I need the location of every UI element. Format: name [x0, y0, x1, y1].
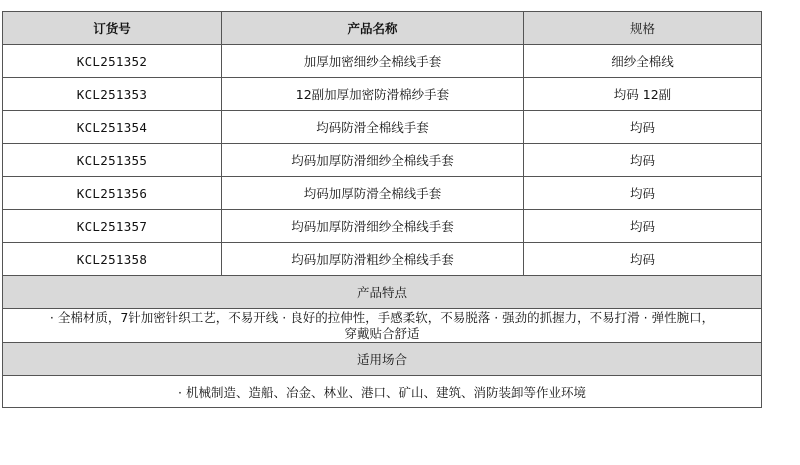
- table-row: [3, 144, 762, 177]
- table-row: [3, 210, 762, 243]
- usage-text: · 机械制造、造船、冶金、林业、港口、矿山、建筑、消防装卸等作业环境: [3, 376, 762, 408]
- features-header-row: [3, 276, 762, 309]
- order-number-cell: KCL251357: [3, 210, 222, 243]
- spec-cell: 均码: [524, 111, 762, 144]
- order-number-cell: KCL251354: [3, 111, 222, 144]
- order-number-cell: KCL251355: [3, 144, 222, 177]
- product-name-cell: 均码加厚防滑全棉线手套: [222, 177, 524, 210]
- table-header-row: [3, 12, 762, 45]
- spec-cell: 均码: [524, 177, 762, 210]
- spec-cell: 细纱全棉线: [524, 45, 762, 78]
- table-row: [3, 243, 762, 276]
- product-name-cell: 12副加厚加密防滑棉纱手套: [222, 78, 524, 111]
- features-text: [3, 309, 762, 343]
- order-number-cell: KCL251352: [3, 45, 222, 78]
- features-text-line-1: · 全棉材质，7针加密针织工艺，不易开线 · 良好的拉伸性，手感柔软，不易脱落 · 强劲的抓握力，不易打滑 · 弹性腕口，: [49, 309, 715, 325]
- features-text-line-2: 穿戴贴合舒适: [344, 325, 420, 341]
- product-name-cell: 均码防滑全棉线手套: [222, 111, 524, 144]
- usage-header-row: [3, 343, 762, 376]
- usage-row: [3, 376, 762, 408]
- table-row: [3, 45, 762, 78]
- product-name-cell: 均码加厚防滑粗纱全棉线手套: [222, 243, 524, 276]
- table-row: [3, 177, 762, 210]
- header-order-number: 订货号: [3, 12, 222, 45]
- product-spec-table: [2, 11, 762, 408]
- product-name-cell: 加厚加密细纱全棉线手套: [222, 45, 524, 78]
- table-row: [3, 111, 762, 144]
- spec-cell: 均码: [524, 243, 762, 276]
- order-number-cell: KCL251356: [3, 177, 222, 210]
- table-row: [3, 78, 762, 111]
- spec-cell: 均码: [524, 144, 762, 177]
- order-number-cell: KCL251353: [3, 78, 222, 111]
- features-title: 产品特点: [3, 276, 762, 309]
- features-row: [3, 309, 762, 343]
- spec-cell: 均码: [524, 210, 762, 243]
- order-number-cell: KCL251358: [3, 243, 222, 276]
- header-product-name: 产品名称: [222, 12, 524, 45]
- usage-title: 适用场合: [3, 343, 762, 376]
- header-spec: 规格: [524, 12, 762, 45]
- spec-cell: 均码 12副: [524, 78, 762, 111]
- product-name-cell: 均码加厚防滑细纱全棉线手套: [222, 210, 524, 243]
- product-name-cell: 均码加厚防滑细纱全棉线手套: [222, 144, 524, 177]
